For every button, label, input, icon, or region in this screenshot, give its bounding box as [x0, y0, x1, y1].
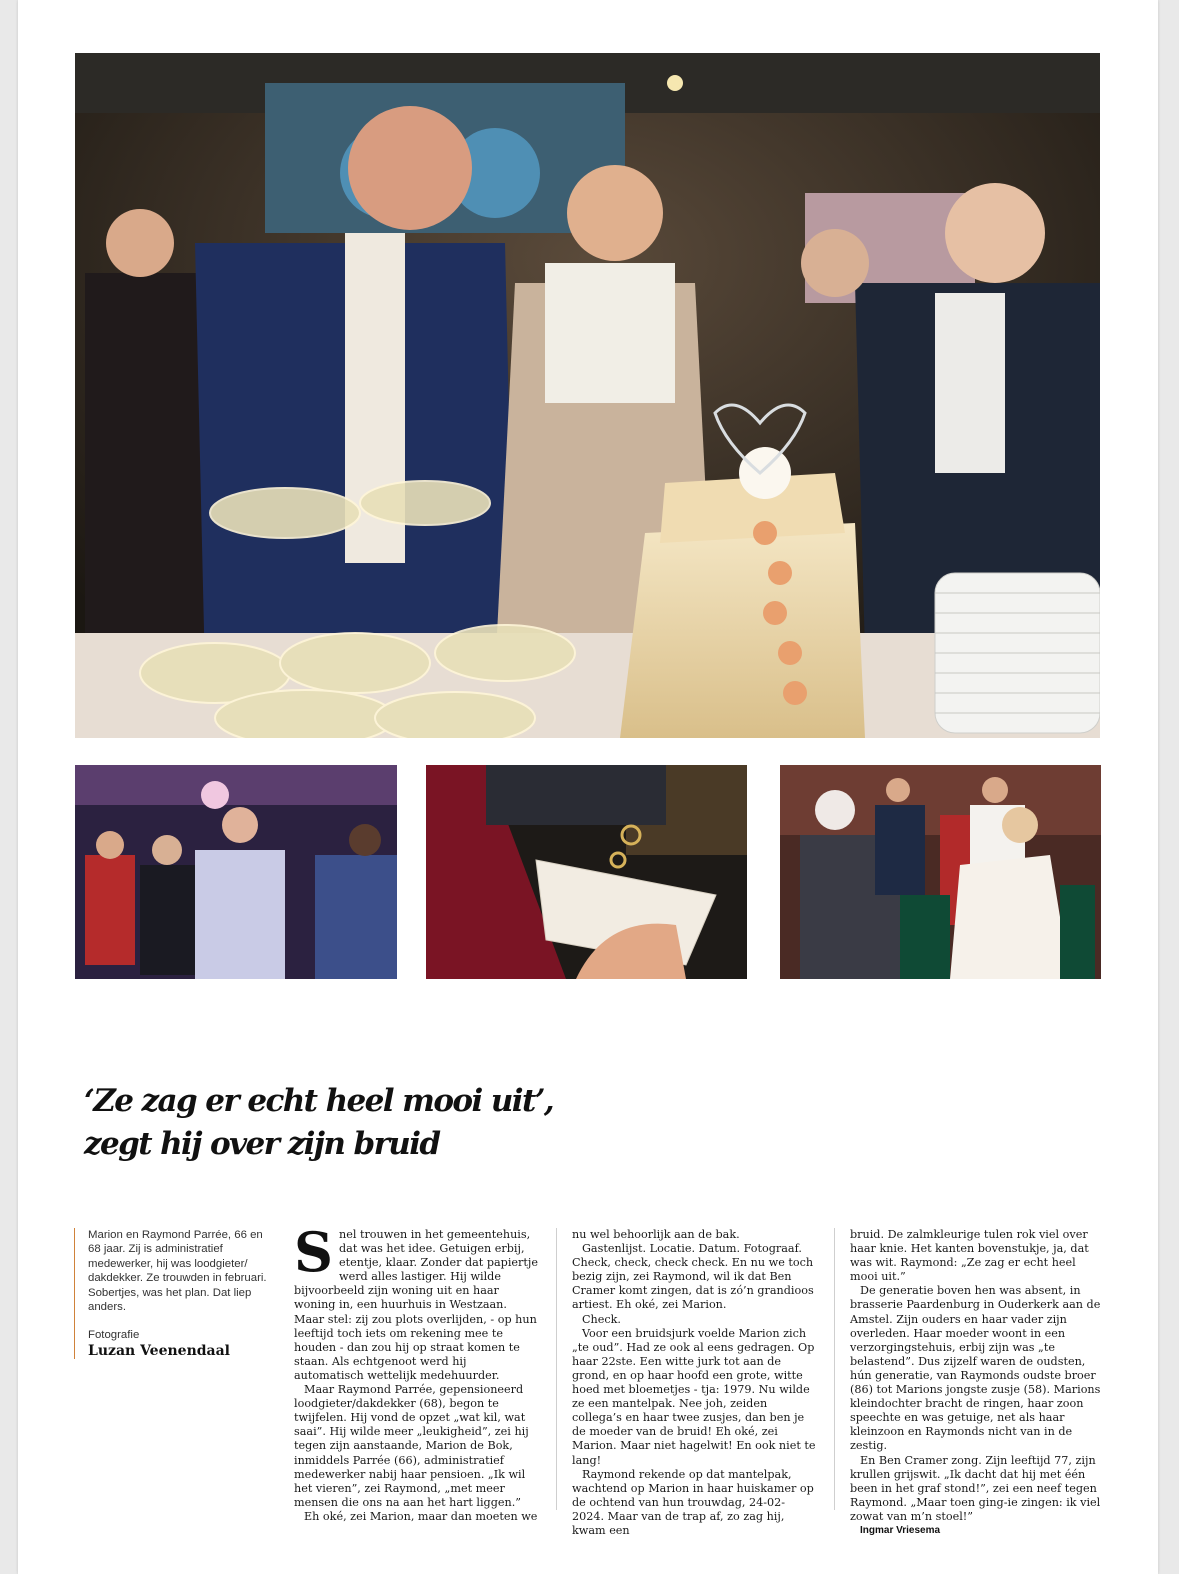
- article-paragraph: Snel trouwen in het gemeentehuis, dat was het idee. Getuigen erbij, etentje, klaar. Zonder dat papiertje werd alles lastiger. Hij wilde bijvoorbeeld zijn woning uit en haar woning in, een huurhuis in Westzaan. Maar stel: zij zou plots overlijden, - op hun leeftijd toch iets om rekening mee te houden - dan zou hij op straat komen te staan. Als echtgenoot werd hij automatisch wettelijk medehuurder.: [294, 1220, 538, 1382]
- article-paragraph: Maar Raymond Parrée, gepensioneerd loodgieter/dakdekker (68), begon te twijfelen. Hij vond de opzet „wat kil, wat saai”. Hij wilde meer „leukigheid”, zei hij tegen zijn aanstaande, Marion de Bok, inmiddels Parrée (66), administratief medewerker nabij haar pensioen. „Ik wil het vieren”, zei Raymond, „met meer mensen die ons na aan het hart liggen.”: [294, 1383, 529, 1509]
- column-divider: [556, 1228, 557, 1510]
- article-paragraph: De generatie boven hen was absent, in brasserie Paardenburg in Ouderkerk aan de Amstel. Zijn ouders en haar vader zijn overleden. Haar moeder woont in een verzorgingstehuis, erbij zijn was „te belastend”. Dus zijzelf waren de oudsten, hún generatie, van Raymonds oudste broer (86) tot Marions jongste zusje (58). Marions kleindochter bracht de ringen, haar zoon speechte en was getuige, net als haar kleinzoon en Raymonds nicht van in de zestig.: [850, 1284, 1101, 1453]
- drop-cap: S: [294, 1220, 333, 1284]
- photo-ring-pillow: [426, 765, 747, 979]
- article-paragraph: nu wel behoorlijk aan de bak.: [572, 1228, 740, 1241]
- author-byline: Ingmar Vriesema: [860, 1524, 941, 1536]
- article-paragraph: Raymond rekende op dat mantelpak, wachtend op Marion in haar huiskamer op de ochtend van hun trouwdag, 24-02-2024. Maar van de trap af, zo zag hij, kwam een: [572, 1467, 814, 1537]
- article-column-3: [850, 1228, 1102, 1538]
- photographer-name: Luzan Veenendaal: [88, 1342, 231, 1359]
- main-photo-cake-cutting: [75, 53, 1100, 738]
- intro-caption: Marion en Raymond Parrée, 66 en 68 jaar. Zij is administratief medewerker, hij was loodgieter/ dakdekker. Ze trouwden in februari. Sobertjes, was het plan. Dat liep anders.: [88, 1229, 267, 1314]
- photo-dancing: [75, 765, 397, 979]
- article-paragraph: Voor een bruidsjurk voelde Marion zich „te oud”. Had ze ook al eens gedragen. Op haar 22ste. Een witte jurk tot aan de grond, en op haar hoofd een grote, witte hoed met bloemetjes - tja: 1979. Nu wilde ze een mantelpak. Nee joh, zeiden collega’s en haar twee zusjes, dan ben je de moeder van de bruid! Eh oké, zei Marion. Maar niet hagelwit! En ook niet te lang!: [572, 1326, 816, 1467]
- article-paragraph: Gastenlijst. Locatie. Datum. Fotograaf. Check, check, check check. En nu we toch bezig zijn, zei Raymond, wil ik dat Ben Cramer komt zingen, dat is zó’n grandioos artiest. Eh oké, zei Marion.: [572, 1242, 814, 1312]
- article-paragraph: Eh oké, zei Marion, maar dan moeten we: [304, 1509, 538, 1523]
- article-paragraph: bruid. De zalmkleurige tulen rok viel over haar knie. Het kanten bovenstukje, ja, dat was wit. Raymond: „Ze zag er echt heel mooi uit.”: [850, 1228, 1089, 1284]
- column-divider: [834, 1228, 835, 1510]
- article-paragraph: Check.: [582, 1312, 621, 1326]
- photo-credit-label: Fotografie: [88, 1329, 140, 1342]
- headline-line-2: zegt hij over zijn bruid: [84, 1126, 440, 1162]
- photo-singer-performing: [780, 765, 1101, 979]
- intro-sidebar: [74, 1228, 278, 1359]
- article-column-2: [572, 1228, 816, 1538]
- article-headline: [84, 1080, 784, 1166]
- headline-line-1: ‘Ze zag er echt heel mooi uit’,: [84, 1083, 554, 1119]
- article-column-1: [294, 1220, 538, 1524]
- article-paragraph: En Ben Cramer zong. Zijn leeftijd 77, zijn krullen grijswit. „Ik dacht dat hij met één been in het graf stond!”, zei een neef tegen Raymond. „Maar toen ging-ie zingen: ik viel zowat van m’n stoel!”: [850, 1453, 1101, 1523]
